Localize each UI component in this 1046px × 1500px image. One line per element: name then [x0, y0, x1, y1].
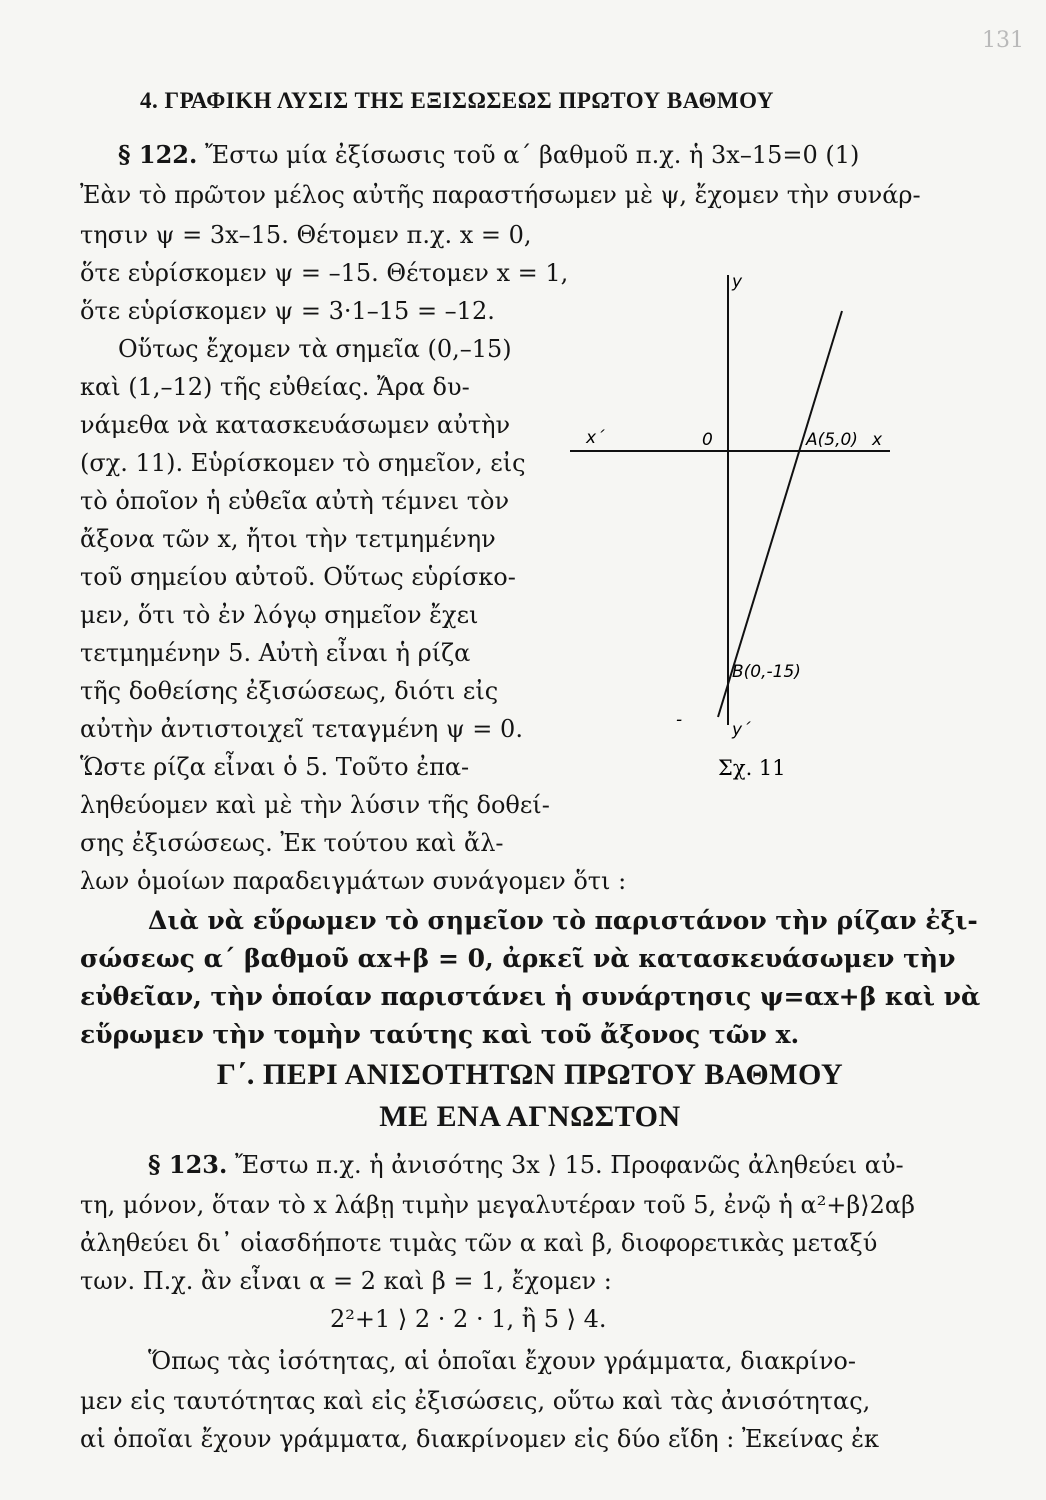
paragraph-line: ὅτε εὑρίσκομεν ψ = –15. Θέτομεν x = 1,	[80, 259, 569, 287]
chapter-heading-line-2: ΜΕ ΕΝΑ ΑΓΝΩΣΤΟΝ	[379, 1100, 681, 1133]
paragraph-line: ἀληθεύει δι᾿ οἱασδήποτε τιμὰς τῶν α καὶ β, διοφορετικὰς μεταξύ	[80, 1229, 878, 1257]
rule-line: σώσεως α΄ βαθμοῦ αx+β = 0, ἀρκεῖ νὰ κατασκευάσωμεν τὴν	[80, 944, 956, 973]
section-122-line	[118, 140, 958, 170]
rule-line: Διὰ νὰ εὕρωμεν τὸ σημεῖον τὸ παριστάνον τὴν ρίζαν ἐξι-	[148, 906, 978, 935]
paragraph-line: μεν, ὅτι τὸ ἐν λόγῳ σημεῖον ἔχει	[80, 601, 479, 629]
paragraph-line: τετμημένην 5. Αὐτὴ εἶναι ἡ ρίζα	[80, 639, 471, 667]
figure-11	[570, 255, 900, 785]
rule-line: εὕρωμεν τὴν τομὴν ταύτης καὶ τοῦ ἄξονος τῶν x.	[80, 1020, 800, 1049]
chapter-heading-line-1: Γ΄. ΠΕΡΙ ΑΝΙΣΟΤΗΤΩΝ ΠΡΩΤΟΥ ΒΑΘΜΟΥ	[216, 1058, 844, 1091]
y-axis-label: y	[732, 272, 743, 292]
section-122-text: Ἔστω μία ἐξίσωσις τοῦ α΄ βαθμοῦ π.χ. ἡ 3x–15=0 (1)	[205, 141, 860, 169]
paragraph-line: τοῦ σημείου αὐτοῦ. Οὕτως εὑρίσκο-	[80, 563, 516, 591]
paragraph-line: αἱ ὁποῖαι ἔχουν γράμματα, διακρίνομεν εἰς δύο εἴδη : Ἐκείνας ἐκ	[80, 1425, 880, 1453]
point-a-label: A(5,0)	[806, 430, 858, 450]
rule-line: εὐθεῖαν, τὴν ὁποίαν παριστάνει ἡ συνάρτησις ψ=αx+β καὶ νὰ	[80, 982, 981, 1011]
paragraph-line: Ὅπως τὰς ἰσότητας, αἱ ὁποῖαι ἔχουν γράμματα, διακρίνο-	[148, 1347, 856, 1375]
section-heading: 4. ΓΡΑΦΙΚΗ ΛΥΣΙΣ ΤΗΣ ΕΞΙΣΩΣΕΩΣ ΠΡΩΤΟΥ ΒΑΘΜΟΥ	[140, 88, 775, 113]
page-number: 131	[982, 28, 1024, 53]
x-axis-label: x	[872, 430, 883, 450]
paragraph-line: ληθεύομεν καὶ μὲ τὴν λύσιν τῆς δοθεί-	[80, 791, 550, 819]
paragraph-line: νάμεθα νὰ κατασκευάσωμεν αὐτὴν	[80, 411, 511, 439]
formula: 2²+1 ⟩ 2 · 2 · 1, ἢ 5 ⟩ 4.	[330, 1305, 607, 1333]
paragraph-line: των. Π.χ. ἂν εἶναι α = 2 καὶ β = 1, ἔχομεν :	[80, 1267, 612, 1295]
section-122-number: § 122.	[118, 140, 198, 169]
origin-label: 0	[702, 430, 713, 450]
section-123-line	[148, 1150, 958, 1180]
section-123-number: § 123.	[148, 1150, 228, 1179]
paragraph-line: σης ἐξισώσεως. Ἐκ τούτου καὶ ἄλ-	[80, 829, 504, 857]
x-neg-axis-label: x΄	[586, 428, 605, 448]
paragraph-line: αὐτὴν ἀντιστοιχεῖ τεταγμένη ψ = 0.	[80, 715, 523, 743]
paragraph-line: λων ὁμοίων παραδειγμάτων συνάγομεν ὅτι :	[80, 867, 627, 895]
paragraph-line: τῆς δοθείσης ἐξισώσεως, διότι εἰς	[80, 677, 499, 705]
figure-caption: Σχ. 11	[718, 756, 786, 780]
paragraph-line: τη, μόνον, ὅταν τὸ x λάβῃ τιμὴν μεγαλυτέραν τοῦ 5, ἐνῷ ἡ α²+β⟩2αβ	[80, 1191, 916, 1219]
paragraph-line: τὸ ὁποῖον ἡ εὐθεῖα αὐτὴ τέμνει τὸν	[80, 487, 510, 515]
paragraph-line: τησιν ψ = 3x–15. Θέτομεν π.χ. x = 0,	[80, 221, 532, 249]
tick-mark: -	[676, 710, 683, 730]
paragraph-line: Ἐὰν τὸ πρῶτον μέλος αὐτῆς παραστήσωμεν μὲ ψ, ἔχομεν τὴν συνάρ-	[80, 181, 921, 209]
graph-line	[718, 311, 842, 717]
point-b-label: B(0,-15)	[732, 662, 801, 682]
paragraph-line: (σχ. 11). Εὑρίσκομεν τὸ σημεῖον, εἰς	[80, 449, 526, 477]
y-neg-axis-label: y΄	[732, 720, 751, 740]
paragraph-line: καὶ (1,–12) τῆς εὐθείας. Ἄρα δυ-	[80, 373, 470, 401]
paragraph-line: Ὥστε ρίζα εἶναι ὁ 5. Τοῦτο ἐπα-	[80, 753, 470, 781]
paragraph-line: ἄξονα τῶν x, ἤτοι τὴν τετμημένην	[80, 525, 496, 553]
paragraph-line: Οὕτως ἔχομεν τὰ σημεῖα (0,–15)	[118, 335, 512, 363]
paragraph-line: μεν εἰς ταυτότητας καὶ εἰς ἐξισώσεις, οὕτω καὶ τὰς ἀνισότητας,	[80, 1387, 871, 1415]
section-123-text: Ἔστω π.χ. ἡ ἀνισότης 3x ⟩ 15. Προφανῶς ἀληθεύει αὐ-	[235, 1151, 904, 1179]
paragraph-line: ὅτε εὑρίσκομεν ψ = 3·1–15 = –12.	[80, 297, 495, 325]
